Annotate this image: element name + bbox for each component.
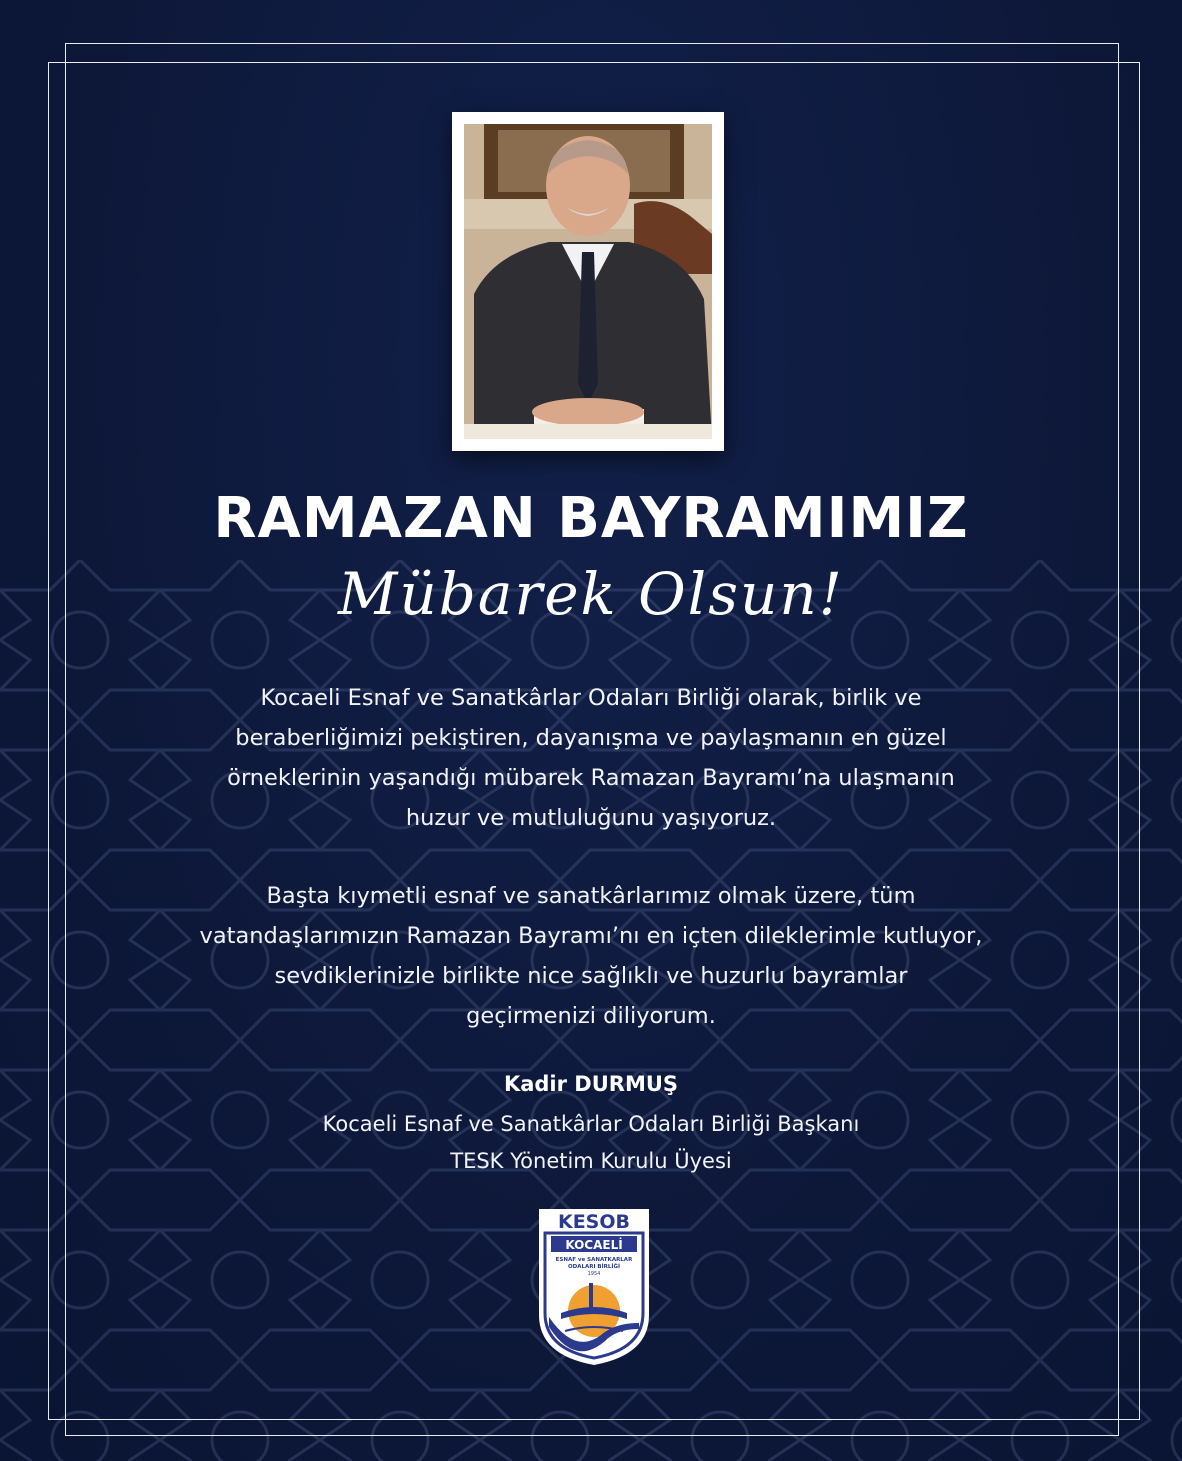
message-line: Başta kıymetli esnaf ve sanatkârlarımız olmak üzere, tüm: [266, 883, 916, 909]
message-line: beraberliğimizi pekiştiren, dayanışma ve paylaşmanın en güzel: [235, 725, 947, 751]
message-line: huzur ve mutluluğunu yaşıyoruz.: [405, 805, 777, 831]
signature-name: Kadir DURMUŞ: [503, 1072, 679, 1096]
message-paragraph-1: [150, 678, 1032, 838]
message-line: vatandaşlarımızın Ramazan Bayramı’nı en içten dileklerimle kutluyor,: [199, 923, 983, 949]
message-line: örneklerinin yaşandığı mübarek Ramazan Bayramı’na ulaşmanın: [227, 765, 955, 791]
logo-band-text: KOCAELİ: [565, 1238, 623, 1252]
logo-line-1: ESNAF ve SANATKARLAR: [555, 1257, 633, 1263]
message-line: Kocaeli Esnaf ve Sanatkârlar Odaları Birliği olarak, birlik ve: [260, 685, 922, 711]
signature-title: Kocaeli Esnaf ve Sanatkârlar Odaları Birliği Başkanı: [322, 1112, 860, 1136]
logo-top-text: KESOB: [557, 1211, 631, 1233]
message-line: geçirmenizi diliyorum.: [466, 1003, 716, 1029]
page-title: RAMAZAN BAYRAMIMIZ: [213, 486, 969, 551]
message-paragraph-2: [150, 876, 1032, 1036]
logo-tower-icon: [589, 1283, 593, 1309]
message-line: sevdiklerinizle birlikte nice sağlıklı ve huzurlu bayramlar: [274, 963, 908, 989]
logo-line-2: ODALARI BİRLİĞİ: [567, 1264, 621, 1270]
signature-subtitle: TESK Yönetim Kurulu Üyesi: [450, 1149, 732, 1173]
kesob-logo: [535, 1205, 653, 1369]
logo-year: 1954: [587, 1271, 601, 1277]
script-subtitle: Mübarek Olsun!: [338, 560, 844, 628]
portrait-illustration: [464, 124, 712, 439]
portrait-frame: [452, 112, 724, 451]
portrait-photo: [464, 124, 712, 439]
